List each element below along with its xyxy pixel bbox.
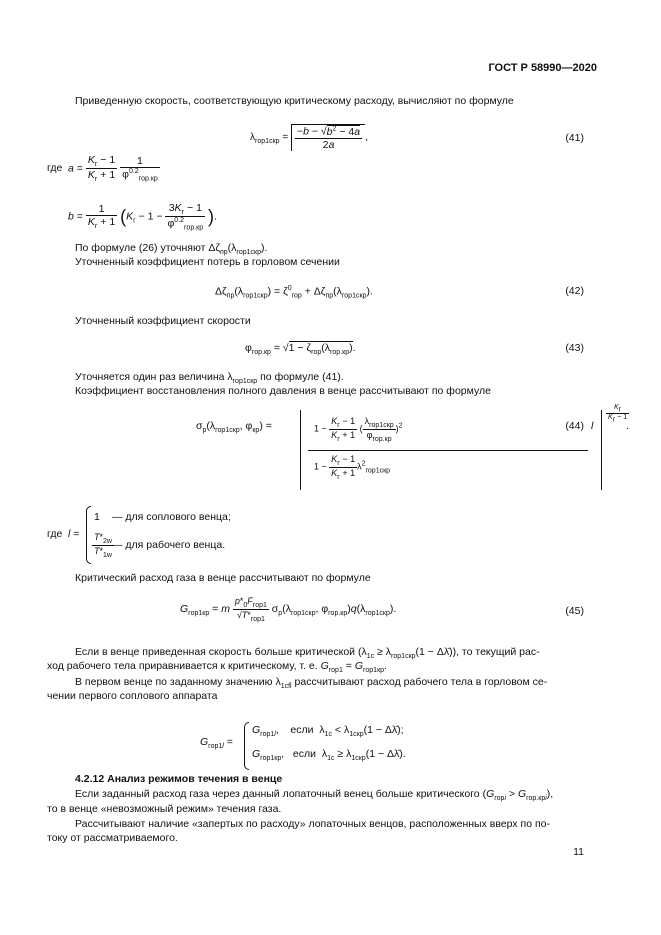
section-title: 4.2.12 Анализ режимов течения в венце: [75, 773, 283, 785]
case-text: — для рабочего венца.: [112, 539, 226, 551]
equation-number: (44): [565, 420, 584, 432]
paragraph: Если в венце приведенная скорость больше критической ($\lambda_{1с} \ge \lambda_{гор1скр}(1$ − Δλ̄)), то текущий рас-: [75, 646, 540, 661]
paragraph: току от рассматриваемого.: [47, 832, 178, 844]
paragraph: то в венце «невозможный режим» течения газа.: [47, 803, 282, 815]
equation-42: $\Delta\zeta_{пр}(\lambda_{гор1скр}) = \zeta^0_{гор} + \Delta\zeta_{пр}(\lambda_{гор1скр})$.: [215, 285, 373, 300]
where-label: где: [47, 528, 63, 540]
case-text: — для соплового венца;: [112, 511, 231, 523]
paragraph: Приведенную скорость, соответствующую критическому расходу, вычисляют по формуле: [75, 95, 514, 107]
paragraph: Уточненный коэффициент потерь в горловом сечении: [75, 256, 340, 268]
case-fraction: $\frac{T*_{2w}}{T*_{1w}}$: [94, 532, 112, 559]
paragraph: Если заданный расход газа через данный лопаточный венец больше критического $(G_{горi} > G_{гор.крi})$,: [75, 788, 554, 803]
equation-number: (42): [565, 285, 584, 297]
paragraph: Коэффициент восстановления полного давления в венце рассчитывают по формуле: [75, 385, 491, 397]
equation-a: a = $\frac{K_г - 1}{K_г + 1}$ $\frac{1}{\varphi^{0.2}_{гор.кр}}$: [68, 154, 158, 184]
equation-number: (41): [565, 132, 584, 144]
equation-41: $\lambda_{гор1скр}$ = $\frac{-b - √b^2 - 4a}{2a}$ ,: [250, 125, 368, 151]
paragraph: В первом венце по заданному значению $\lambda_{1сfl}$ рассчитывают расход рабочего тела в горловом се-: [75, 676, 548, 691]
paragraph: Критический расход газа в венце рассчитывают по формуле: [75, 572, 371, 584]
equation-l: l =: [68, 528, 80, 540]
equation-number: (45): [565, 605, 584, 617]
paragraph: Уточненный коэффициент скорости: [75, 315, 251, 327]
paragraph: Уточняется один раз величина $\lambda_{гор1скр}$ по формуле (41).: [75, 371, 344, 386]
document-header: ГОСТ Р 58990—2020: [488, 62, 597, 74]
where-label: где: [47, 162, 63, 174]
equation-number: (43): [565, 342, 584, 354]
left-brace: [86, 506, 91, 564]
equation-45: $G_{гор1кр} = m$ $\frac{p*_0F_{гор1}}{√T*_{гор1}}$ $\sigma_р(\lambda_{гор1скр}$, $\varphi_{гор.кр})q(\lambda_{гор1скр})$.: [180, 596, 397, 623]
paragraph: ход рабочего тела приравнивается к критическому, т. е. $G_{гор1} = G_{гор1кр}$.: [47, 660, 387, 675]
case-value: 1: [94, 511, 100, 523]
equation-43: $\varphi_{гор.кр} = √1 - \zeta_{гор}(\lambda_{гор.кр})$.: [245, 342, 356, 357]
paragraph: чении первого соплового аппарата: [47, 690, 218, 702]
paragraph: По формуле (26) уточняют $\Delta\zeta_{пр}(\lambda_{гор1скр})$.: [75, 242, 268, 257]
paragraph: Рассчитывают наличие «запертых по расходу» лопаточных венцов, расположенных вверх по по-: [75, 818, 550, 830]
equation-b: b = $\frac{1}{K_г + 1}$ ($K_г - 1$ − $\frac{3K_г - 1}{\varphi^{0.2}_{гор.кр}}$ ).: [68, 202, 217, 232]
page-number: 11: [573, 846, 584, 858]
